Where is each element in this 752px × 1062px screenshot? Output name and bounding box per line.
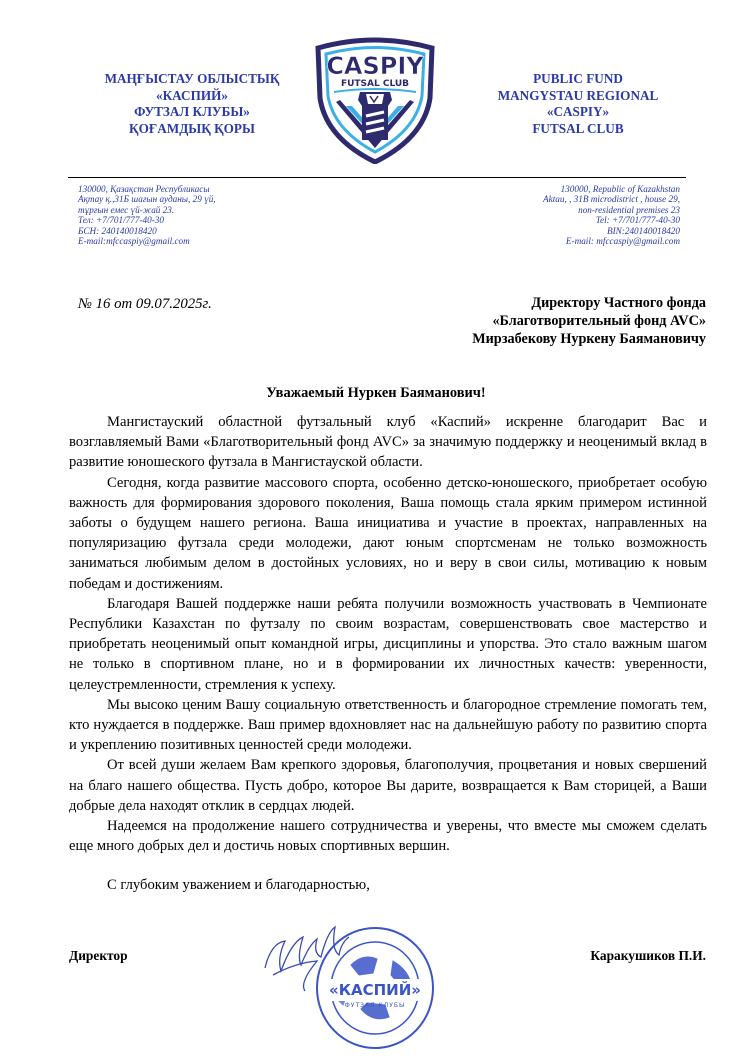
letterhead-right-org-name — [460, 71, 696, 137]
body-paragraph: Благодаря Вашей поддержке наши ребята получили возможность участвовать в Чемпионате Республики Казахстан по футзалу по своим возрастам, совершенствовать свое мастерство и приобретать неоценимый опыт командной игры, дисциплины и упорства. Это стало важным шагом не только в спортивном плане, но и в формировании их личностных качеств: уверенности, целеустремленности, стремления к успеху. — [69, 595, 707, 693]
address-line: тұрғын емес үй-жай 23. — [78, 204, 175, 215]
address-line: Ақтау қ.,31Б шағын ауданы, 29 үй, — [78, 194, 216, 205]
salutation: Уважаемый Нуркен Баяманович! — [266, 385, 486, 401]
org-name-line: «CASPIY» — [546, 104, 610, 119]
signature-and-stamp — [255, 913, 455, 1053]
body-paragraph: Надеемся на продолжение нашего сотрудничества и уверены, что вместе мы сможем сделать еще много добрых дел и достичь новых спортивных вершин. — [69, 818, 707, 855]
svg-text:CASPIY: CASPIY — [326, 52, 424, 80]
bin-line: BIN:240140018420 — [607, 225, 680, 236]
body-paragraph: Мы высоко ценим Вашу социальную ответственность и благородное стремление помогать тем, кто нуждается в поддержке. Ваш пример вдохновляет нас на дальнейшую работу по развитию спорта и укреплению позитивных ценностей среди молодежи. — [69, 696, 707, 754]
body-paragraph: Сегодня, когда развитие массового спорта, особенно детско-юношеского, приобретает особую важность для формирования здорового поколения, Ваша помощь стала ярким примером истинной заботы о будущем нашего региона. Ваша инициатива и участие в проектах, направленных на популяризацию футзала среди молодежи, дают юным спортсменам не только возможность заниматься любимым делом в достойных условиях, но и веру в свои силы, мотивацию к новым победам и достижениям. — [69, 474, 707, 592]
svg-text:ФУТЗАЛ КЛУБЫ: ФУТЗАЛ КЛУБЫ — [344, 1002, 406, 1009]
address-line: 130000, Қазақстан Республикасы — [78, 184, 210, 194]
org-name-line: MANGYSTAU REGIONAL — [497, 87, 659, 103]
email-line: E-mail: mfccaspiy@gmail.com — [565, 236, 680, 247]
caspiy-shield-logo-icon — [312, 36, 438, 164]
signer-title: Директор — [69, 948, 128, 963]
recipient-line: Мирзабекову Нуркену Баямановичу — [472, 331, 706, 347]
letterhead-divider — [68, 177, 686, 178]
recipient-line: Директору Частного фонда — [531, 295, 706, 311]
address-line: Aktau, , 31B microdistrict , house 29, — [543, 194, 680, 205]
address-line: non-residential premises 23 — [578, 204, 680, 215]
org-name-line: МАҢҒЫСТАУ ОБЛЫСТЫҚ — [104, 71, 280, 86]
address-block-kazakh — [78, 184, 338, 246]
phone-line: Tel: +7/701/777-40-30 — [595, 215, 680, 226]
email-line: E-mail:mfccaspiy@gmail.com — [78, 236, 190, 247]
body-paragraph: От всей души желаем Вам крепкого здоровья, благополучия, процветания и новых свершений на благо нашего общества. Пусть добро, которое Вы дарите, возвращается к Вам сторицей, а Ваши добрые дела находят отклик в сердцах людей. — [69, 757, 707, 814]
bin-line: БСН: 240140018420 — [78, 225, 157, 236]
org-name-line: FUTSAL CLUB — [532, 120, 624, 136]
body-paragraph: Мангистауский областной футзальный клуб «Каспий» искренне благодарит Вас и возглавляемый Вами «Благотворительный фонд AVC» за значимую поддержку и неоценимый вклад в развитие юношеского футзала в Мангистауской области. — [69, 414, 707, 471]
svg-text:«КАСПИЙ»: «КАСПИЙ» — [329, 981, 421, 999]
closing-phrase: С глубоким уважением и благодарностью, — [107, 877, 370, 893]
address-block-english — [430, 184, 680, 246]
org-name-line: PUBLIC FUND — [533, 71, 623, 86]
signer-name: Каракушиков П.И. — [590, 948, 706, 963]
address-line: 130000, Republic of Kazakhstan — [560, 184, 680, 194]
letter-reference-number: № 16 от 09.07.2025г. — [78, 296, 212, 312]
phone-line: Тел: +7/701/777-40-30 — [78, 215, 164, 226]
org-name-line: ҚОҒАМДЫҚ ҚОРЫ — [129, 120, 255, 136]
recipient-block — [472, 294, 706, 348]
org-name-line: ФУТЗАЛ КЛУБЫ» — [134, 104, 250, 119]
letter-body — [69, 412, 707, 856]
letterhead-left-org-name — [62, 71, 322, 137]
recipient-line: «Благотворительный фонд AVC» — [492, 313, 706, 329]
org-name-line: «КАСПИЙ» — [156, 87, 228, 103]
svg-text:FUTSAL CLUB: FUTSAL CLUB — [340, 79, 410, 89]
round-seal-stamp-icon — [255, 913, 455, 1053]
